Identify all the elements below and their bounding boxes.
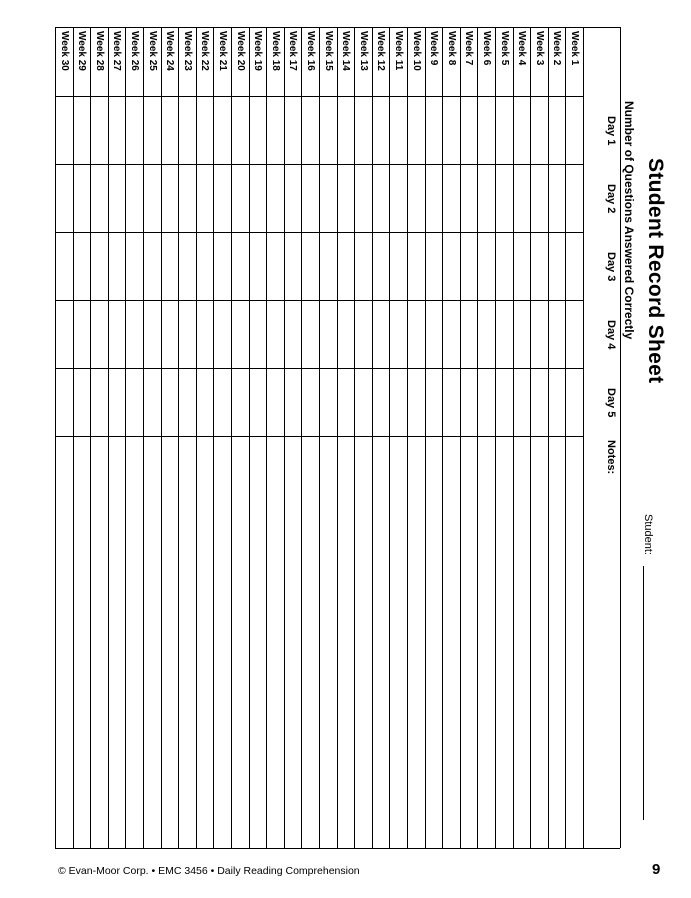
notes-cell[interactable]	[549, 437, 565, 847]
score-cell[interactable]	[109, 301, 125, 367]
score-cell[interactable]	[549, 97, 565, 163]
score-cell[interactable]	[566, 233, 582, 299]
notes-cell[interactable]	[302, 437, 318, 847]
score-cell[interactable]	[390, 165, 406, 231]
score-cell[interactable]	[531, 301, 547, 367]
score-cell[interactable]	[496, 165, 512, 231]
score-cell[interactable]	[373, 97, 389, 163]
score-cell[interactable]	[232, 165, 248, 231]
notes-cell[interactable]	[232, 437, 248, 847]
notes-cell[interactable]	[531, 437, 547, 847]
score-cell[interactable]	[390, 233, 406, 299]
row-label-week-15: Week 15	[322, 31, 334, 71]
notes-cell[interactable]	[390, 437, 406, 847]
notes-cell[interactable]	[426, 437, 442, 847]
score-cell[interactable]	[197, 301, 213, 367]
score-cell[interactable]	[56, 233, 72, 299]
score-cell[interactable]	[426, 301, 442, 367]
notes-cell[interactable]	[566, 437, 582, 847]
score-cell[interactable]	[531, 233, 547, 299]
score-cell[interactable]	[162, 233, 178, 299]
score-cell[interactable]	[232, 301, 248, 367]
score-cell[interactable]	[285, 233, 301, 299]
score-cell[interactable]	[338, 233, 354, 299]
score-cell[interactable]	[144, 233, 160, 299]
score-cell[interactable]	[426, 165, 442, 231]
score-cell[interactable]	[443, 233, 459, 299]
notes-cell[interactable]	[91, 437, 107, 847]
score-cell[interactable]	[514, 301, 530, 367]
score-cell[interactable]	[302, 301, 318, 367]
score-cell[interactable]	[461, 165, 477, 231]
score-cell[interactable]	[549, 233, 565, 299]
notes-cell[interactable]	[197, 437, 213, 847]
notes-cell[interactable]	[162, 437, 178, 847]
score-cell[interactable]	[514, 233, 530, 299]
score-cell[interactable]	[443, 165, 459, 231]
score-cell[interactable]	[232, 369, 248, 435]
table-subtitle: Number of Questions Answered Correctly	[622, 101, 636, 340]
notes-cell[interactable]	[214, 437, 230, 847]
score-cell[interactable]	[566, 165, 582, 231]
notes-cell[interactable]	[408, 437, 424, 847]
score-cell[interactable]	[126, 369, 142, 435]
score-cell[interactable]	[162, 165, 178, 231]
score-cell[interactable]	[91, 369, 107, 435]
row-label-week-16: Week 16	[305, 31, 316, 71]
score-cell[interactable]	[355, 301, 371, 367]
score-cell[interactable]	[302, 97, 318, 163]
score-cell[interactable]	[56, 369, 72, 435]
score-cell[interactable]	[338, 165, 354, 231]
score-cell[interactable]	[478, 301, 494, 367]
score-cell[interactable]	[496, 97, 512, 163]
score-cell[interactable]	[214, 301, 230, 367]
row-label-week-19: Week 19	[252, 31, 264, 71]
score-cell[interactable]	[373, 165, 389, 231]
row-label-week-21: Week 21	[217, 31, 228, 71]
score-cell[interactable]	[355, 165, 371, 231]
row-label-week-22: Week 22	[199, 31, 211, 71]
score-cell[interactable]	[56, 301, 72, 367]
row-label-week-13: Week 13	[357, 31, 369, 71]
score-cell[interactable]	[408, 233, 424, 299]
score-cell[interactable]	[461, 301, 477, 367]
score-cell[interactable]	[408, 369, 424, 435]
score-cell[interactable]	[478, 165, 494, 231]
score-cell[interactable]	[144, 301, 160, 367]
column-header-day-1: Day 1	[605, 116, 617, 146]
score-cell[interactable]	[179, 233, 195, 299]
score-cell[interactable]	[390, 369, 406, 435]
score-cell[interactable]	[91, 301, 107, 367]
score-cell[interactable]	[373, 301, 389, 367]
notes-cell[interactable]	[250, 437, 266, 847]
score-cell[interactable]	[144, 165, 160, 231]
footer-copyright: © Evan-Moor Corp. • EMC 3456 • Daily Reading Comprehension	[58, 865, 360, 877]
notes-cell[interactable]	[496, 437, 512, 847]
row-label-week-28: Week 28	[93, 31, 105, 71]
score-cell[interactable]	[126, 165, 142, 231]
score-cell[interactable]	[214, 165, 230, 231]
score-cell[interactable]	[91, 97, 107, 163]
notes-cell[interactable]	[355, 437, 371, 847]
score-cell[interactable]	[496, 301, 512, 367]
score-cell[interactable]	[320, 369, 336, 435]
page-title: Student Record Sheet	[644, 158, 667, 384]
score-cell[interactable]	[179, 97, 195, 163]
score-cell[interactable]	[408, 165, 424, 231]
score-cell[interactable]	[214, 97, 230, 163]
score-cell[interactable]	[514, 165, 530, 231]
row-label-week-17: Week 17	[287, 31, 299, 71]
row-label-week-9: Week 9	[428, 31, 440, 66]
score-cell[interactable]	[320, 165, 336, 231]
score-cell[interactable]	[443, 301, 459, 367]
score-cell[interactable]	[109, 97, 125, 163]
score-cell[interactable]	[531, 97, 547, 163]
score-cell[interactable]	[549, 369, 565, 435]
score-cell[interactable]	[355, 97, 371, 163]
score-cell[interactable]	[126, 97, 142, 163]
score-cell[interactable]	[566, 301, 582, 367]
column-header-day-3: Day 3	[605, 252, 617, 282]
score-cell[interactable]	[478, 233, 494, 299]
row-label-week-1: Week 1	[569, 31, 580, 66]
score-cell[interactable]	[443, 369, 459, 435]
notes-cell[interactable]	[144, 437, 160, 847]
score-cell[interactable]	[531, 369, 547, 435]
score-cell[interactable]	[461, 97, 477, 163]
score-cell[interactable]	[549, 301, 565, 367]
column-header-day-5: Day 5	[605, 388, 617, 418]
score-cell[interactable]	[267, 233, 283, 299]
score-cell[interactable]	[267, 301, 283, 367]
notes-cell[interactable]	[56, 437, 72, 847]
score-cell[interactable]	[109, 165, 125, 231]
row-label-week-27: Week 27	[111, 31, 123, 71]
score-cell[interactable]	[197, 97, 213, 163]
score-cell[interactable]	[320, 233, 336, 299]
score-cell[interactable]	[373, 369, 389, 435]
column-header-day-4: Day 4	[605, 320, 617, 350]
row-label-week-18: Week 18	[269, 31, 281, 71]
score-cell[interactable]	[320, 97, 336, 163]
student-label: Student:	[642, 514, 654, 555]
score-cell[interactable]	[478, 97, 494, 163]
score-cell[interactable]	[56, 165, 72, 231]
score-cell[interactable]	[232, 97, 248, 163]
score-cell[interactable]	[302, 369, 318, 435]
score-cell[interactable]	[74, 233, 90, 299]
score-cell[interactable]	[566, 369, 582, 435]
notes-cell[interactable]	[126, 437, 142, 847]
row-label-week-6: Week 6	[481, 31, 492, 66]
score-cell[interactable]	[214, 369, 230, 435]
score-cell[interactable]	[197, 369, 213, 435]
score-cell[interactable]	[390, 97, 406, 163]
score-cell[interactable]	[338, 97, 354, 163]
score-cell[interactable]	[74, 97, 90, 163]
row-label-week-4: Week 4	[516, 31, 528, 66]
notes-cell[interactable]	[285, 437, 301, 847]
score-cell[interactable]	[338, 369, 354, 435]
row-label-week-5: Week 5	[498, 31, 510, 66]
score-cell[interactable]	[162, 301, 178, 367]
row-label-week-29: Week 29	[76, 31, 88, 71]
row-label-week-30: Week 30	[58, 31, 70, 71]
row-label-week-25: Week 25	[146, 31, 158, 71]
row-label-week-3: Week 3	[533, 31, 545, 66]
score-cell[interactable]	[250, 233, 266, 299]
score-cell[interactable]	[179, 369, 195, 435]
score-cell[interactable]	[162, 369, 178, 435]
notes-cell[interactable]	[443, 437, 459, 847]
score-cell[interactable]	[267, 369, 283, 435]
row-divider	[583, 27, 584, 848]
notes-cell[interactable]	[461, 437, 477, 847]
score-cell[interactable]	[514, 369, 530, 435]
score-cell[interactable]	[338, 301, 354, 367]
score-cell[interactable]	[197, 233, 213, 299]
score-cell[interactable]	[426, 97, 442, 163]
score-cell[interactable]	[285, 301, 301, 367]
row-label-week-12: Week 12	[375, 31, 387, 71]
score-cell[interactable]	[109, 233, 125, 299]
score-cell[interactable]	[426, 369, 442, 435]
score-cell[interactable]	[250, 369, 266, 435]
score-cell[interactable]	[531, 165, 547, 231]
notes-cell[interactable]	[338, 437, 354, 847]
row-label-week-14: Week 14	[340, 31, 352, 71]
score-cell[interactable]	[74, 369, 90, 435]
score-cell[interactable]	[179, 165, 195, 231]
score-cell[interactable]	[197, 165, 213, 231]
score-cell[interactable]	[461, 369, 477, 435]
score-cell[interactable]	[478, 369, 494, 435]
score-cell[interactable]	[232, 233, 248, 299]
score-cell[interactable]	[461, 233, 477, 299]
score-cell[interactable]	[144, 369, 160, 435]
score-cell[interactable]	[126, 233, 142, 299]
score-cell[interactable]	[320, 301, 336, 367]
score-cell[interactable]	[549, 165, 565, 231]
score-cell[interactable]	[426, 233, 442, 299]
score-cell[interactable]	[144, 97, 160, 163]
notes-cell[interactable]	[478, 437, 494, 847]
score-cell[interactable]	[74, 301, 90, 367]
row-label-week-24: Week 24	[164, 31, 176, 71]
score-cell[interactable]	[74, 165, 90, 231]
score-cell[interactable]	[91, 165, 107, 231]
score-cell[interactable]	[373, 233, 389, 299]
score-cell[interactable]	[496, 233, 512, 299]
notes-cell[interactable]	[373, 437, 389, 847]
notes-cell[interactable]	[267, 437, 283, 847]
page-number: 9	[652, 861, 661, 878]
score-cell[interactable]	[214, 233, 230, 299]
score-cell[interactable]	[302, 165, 318, 231]
score-cell[interactable]	[443, 97, 459, 163]
score-cell[interactable]	[408, 97, 424, 163]
notes-cell[interactable]	[74, 437, 90, 847]
score-cell[interactable]	[408, 301, 424, 367]
column-header-day-2: Day 2	[605, 184, 617, 214]
score-cell[interactable]	[514, 97, 530, 163]
score-cell[interactable]	[267, 165, 283, 231]
score-cell[interactable]	[302, 233, 318, 299]
score-cell[interactable]	[250, 165, 266, 231]
row-label-week-7: Week 7	[463, 31, 475, 66]
score-cell[interactable]	[250, 97, 266, 163]
column-header-notes: Notes:	[605, 440, 617, 475]
row-label-week-23: Week 23	[181, 31, 193, 71]
notes-cell[interactable]	[320, 437, 336, 847]
score-cell[interactable]	[390, 301, 406, 367]
row-label-week-8: Week 8	[445, 31, 457, 66]
score-cell[interactable]	[285, 97, 301, 163]
table-border-right	[620, 27, 621, 848]
score-cell[interactable]	[285, 165, 301, 231]
score-cell[interactable]	[162, 97, 178, 163]
score-cell[interactable]	[56, 97, 72, 163]
row-label-week-10: Week 10	[410, 31, 422, 71]
table-border-bottom	[55, 848, 620, 849]
score-cell[interactable]	[355, 369, 371, 435]
row-label-week-11: Week 11	[393, 31, 404, 71]
score-cell[interactable]	[91, 233, 107, 299]
row-label-week-26: Week 26	[129, 31, 140, 71]
row-label-week-2: Week 2	[551, 31, 563, 66]
score-cell[interactable]	[496, 369, 512, 435]
score-cell[interactable]	[566, 97, 582, 163]
score-cell[interactable]	[267, 97, 283, 163]
notes-cell[interactable]	[514, 437, 530, 847]
score-cell[interactable]	[355, 233, 371, 299]
score-cell[interactable]	[109, 369, 125, 435]
score-cell[interactable]	[285, 369, 301, 435]
notes-cell[interactable]	[179, 437, 195, 847]
notes-cell[interactable]	[109, 437, 125, 847]
score-cell[interactable]	[250, 301, 266, 367]
row-label-week-20: Week 20	[234, 31, 246, 71]
score-cell[interactable]	[126, 301, 142, 367]
score-cell[interactable]	[179, 301, 195, 367]
